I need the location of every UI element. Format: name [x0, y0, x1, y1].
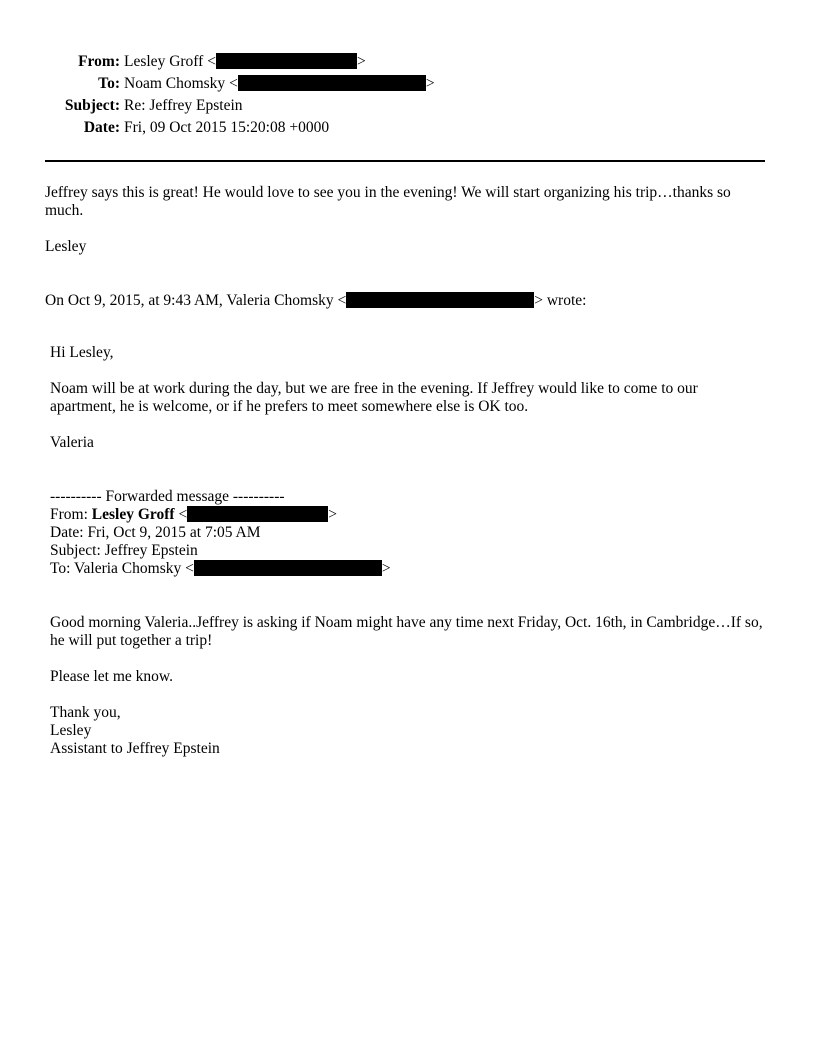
forwarded-subject: Subject: Jeffrey Epstein — [50, 542, 198, 559]
header-divider — [45, 160, 765, 162]
valeria-signature: Valeria — [50, 434, 94, 451]
from-label: From: — [78, 53, 120, 70]
original-title: Assistant to Jeffrey Epstein — [50, 740, 220, 757]
original-closing: Thank you, — [50, 704, 121, 721]
reply-signature: Lesley — [45, 238, 87, 255]
forwarded-date: Date: Fri, Oct 9, 2015 at 7:05 AM — [50, 524, 261, 541]
redaction-block — [194, 560, 382, 576]
subject-value: Re: Jeffrey Epstein — [124, 97, 243, 114]
forwarded-to-label: To: Valeria Chomsky — [50, 560, 182, 577]
forwarded-from-value: Lesley Groff — [91, 506, 175, 523]
header-from-row: From: Lesley Groff < > — [78, 53, 366, 70]
valeria-text: Noam will be at work during the day, but we are free in the evening. If Jeffrey would like to come to our apartment, he is welcome, or if he prefers to meet somewhere else is OK too. — [50, 380, 698, 415]
valeria-greeting: Hi Lesley, — [50, 344, 114, 361]
header-to-row: To: Noam Chomsky < > — [98, 75, 435, 92]
original-name: Lesley — [50, 722, 92, 739]
forwarded-separator: ---------- Forwarded message ---------- — [50, 488, 285, 505]
from-value: Lesley Groff — [124, 53, 204, 70]
header-date-row — [0, 119, 816, 141]
to-label: To: — [98, 75, 120, 92]
subject-label: Subject: — [64, 97, 120, 114]
header-subject-row — [0, 97, 816, 119]
date-label: Date: — [83, 119, 120, 136]
redaction-block — [238, 75, 426, 91]
to-value: Noam Chomsky — [124, 75, 226, 92]
quote-intro-prefix: On Oct 9, 2015, at 9:43 AM, Valeria Chomsky — [45, 292, 334, 309]
redaction-block — [187, 506, 328, 522]
redaction-block — [216, 53, 357, 69]
date-value: Fri, 09 Oct 2015 15:20:08 +0000 — [124, 119, 330, 136]
original-request: Please let me know. — [50, 668, 173, 685]
original-text: Good morning Valeria..Jeffrey is asking if Noam might have any time next Friday, Oct. 16th, in Cambridge…If so, he will put together a trip! — [50, 614, 763, 649]
forwarded-from-row: From: Lesley Groff < > — [50, 506, 337, 523]
quote-intro: On Oct 9, 2015, at 9:43 AM, Valeria Chomsky < > wrote: — [45, 292, 587, 309]
forwarded-to-row: To: Valeria Chomsky < > — [50, 560, 391, 577]
redaction-block — [346, 292, 534, 308]
quote-intro-suffix: wrote: — [546, 292, 587, 309]
forwarded-from-label: From: — [50, 506, 88, 523]
reply-text: Jeffrey says this is great! He would love to see you in the evening! We will start organizing his trip…thanks so much. — [45, 184, 731, 219]
